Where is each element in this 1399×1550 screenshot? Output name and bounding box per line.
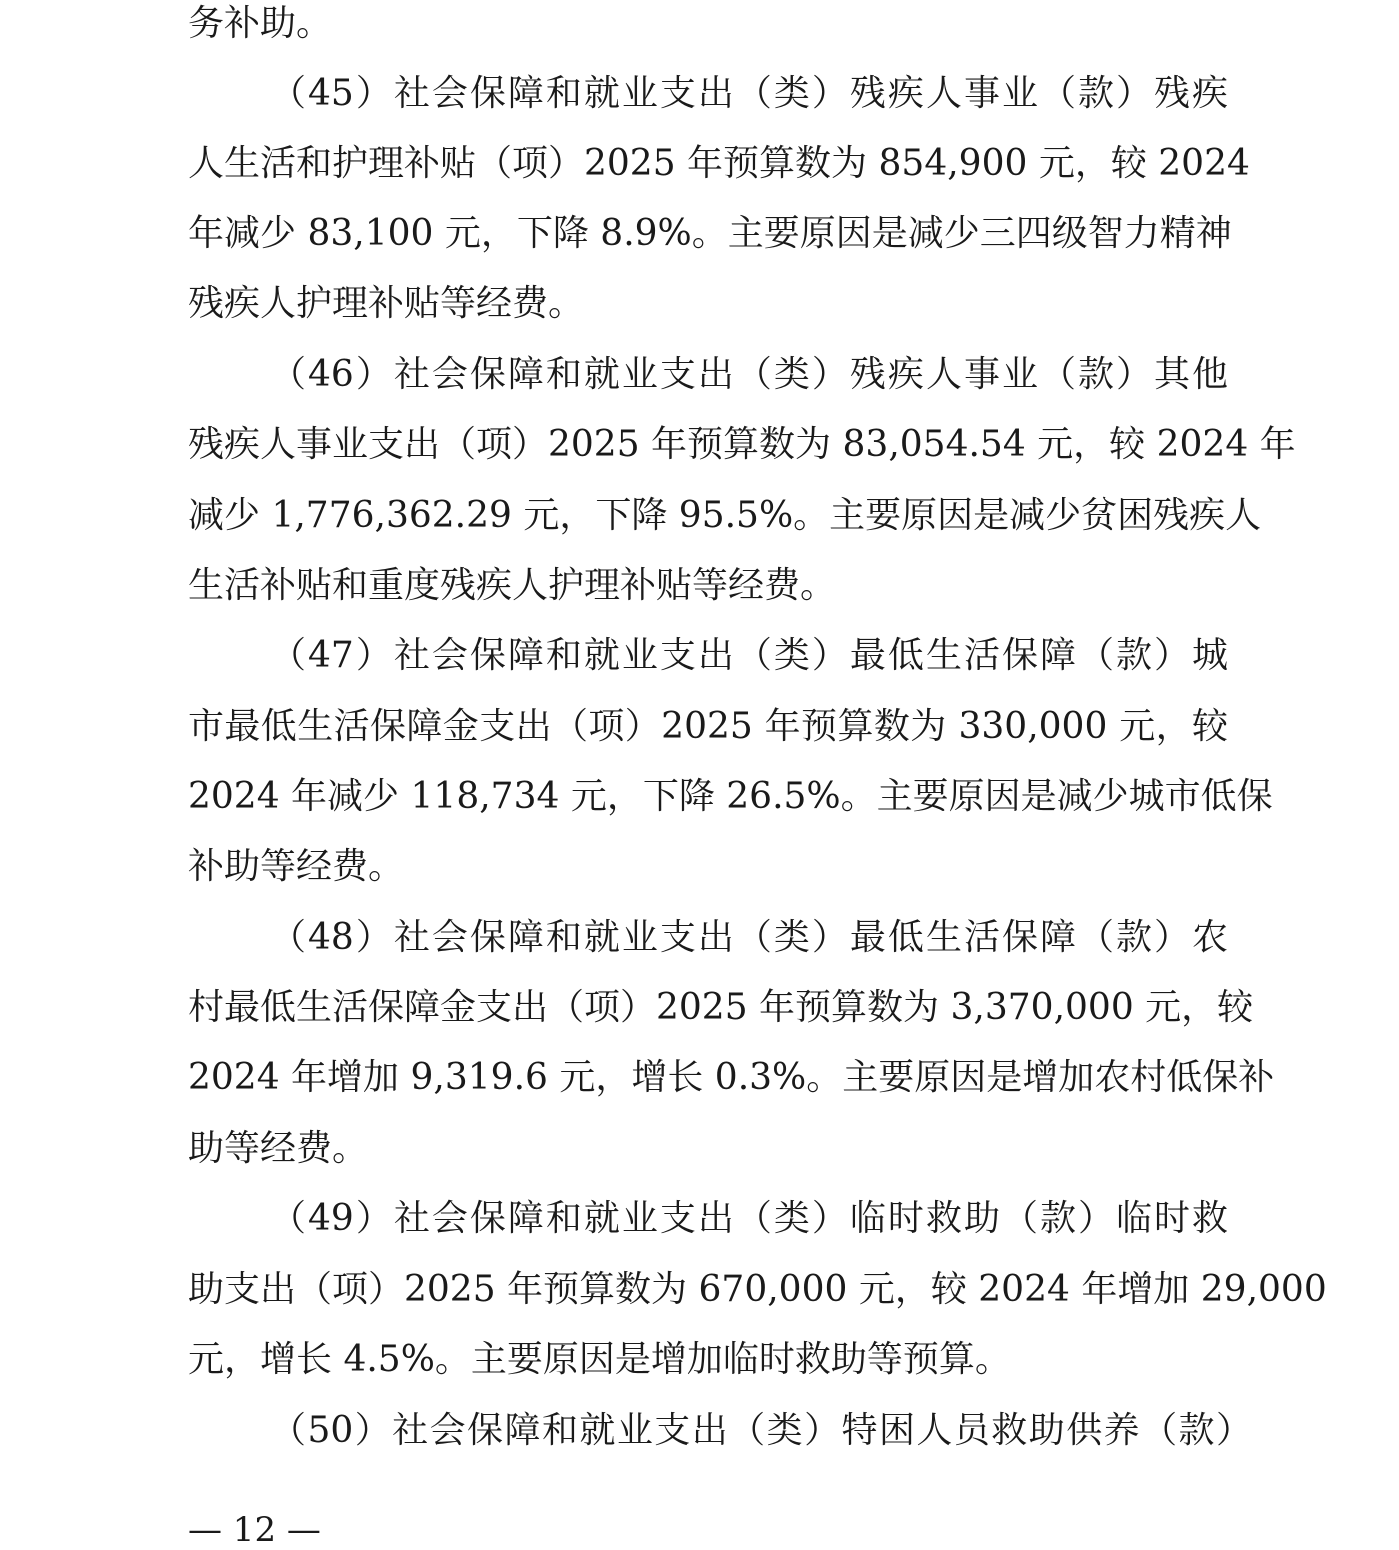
paragraph-heading-49: （49）社会保障和就业支出（类）临时救助（款）临时救 (270, 1198, 1228, 1239)
paragraph-heading-45: （45）社会保障和就业支出（类）残疾人事业（款）残疾 (270, 73, 1228, 114)
paragraph-line: 务补助。 (188, 3, 333, 44)
page-number: — 12 — (188, 1510, 321, 1550)
paragraph-line: 助等经费。 (188, 1128, 369, 1169)
paragraph-line: 生活补贴和重度残疾人护理补贴等经费。 (188, 565, 837, 606)
paragraph-heading-46: （46）社会保障和就业支出（类）残疾人事业（款）其他 (270, 354, 1228, 395)
paragraph-line: 元，增长 4.5%。主要原因是增加临时救助等预算。 (188, 1339, 1011, 1380)
paragraph-line: 2024 年增加 9,319.6 元，增长 0.3%。主要原因是增加农村低保补 (188, 1057, 1275, 1098)
paragraph-line: 人生活和护理补贴（项）2025 年预算数为 854,900 元，较 2024 (188, 143, 1250, 184)
paragraph-heading-47: （47）社会保障和就业支出（类）最低生活保障（款）城 (270, 635, 1228, 676)
paragraph-line: 减少 1,776,362.29 元，下降 95.5%。主要原因是减少贫困残疾人 (188, 495, 1262, 536)
paragraph-line: 年减少 83,100 元，下降 8.9%。主要原因是减少三四级智力精神 (188, 213, 1232, 254)
paragraph-line: 2024 年减少 118,734 元，下降 26.5%。主要原因是减少城市低保 (188, 776, 1273, 817)
paragraph-heading-48: （48）社会保障和就业支出（类）最低生活保障（款）农 (270, 917, 1228, 958)
paragraph-line: 残疾人事业支出（项）2025 年预算数为 83,054.54 元，较 2024 年 (188, 424, 1296, 465)
paragraph-line: 市最低生活保障金支出（项）2025 年预算数为 330,000 元，较 (188, 706, 1228, 747)
paragraph-line: 残疾人护理补贴等经费。 (188, 283, 585, 324)
paragraph-line: 村最低生活保障金支出（项）2025 年预算数为 3,370,000 元，较 (188, 987, 1254, 1028)
paragraph-line: 助支出（项）2025 年预算数为 670,000 元，较 2024 年增加 29,000 (188, 1269, 1327, 1310)
paragraph-heading-50: （50）社会保障和就业支出（类）特困人员救助供养（款） (270, 1410, 1252, 1451)
paragraph-line: 补助等经费。 (188, 846, 405, 887)
